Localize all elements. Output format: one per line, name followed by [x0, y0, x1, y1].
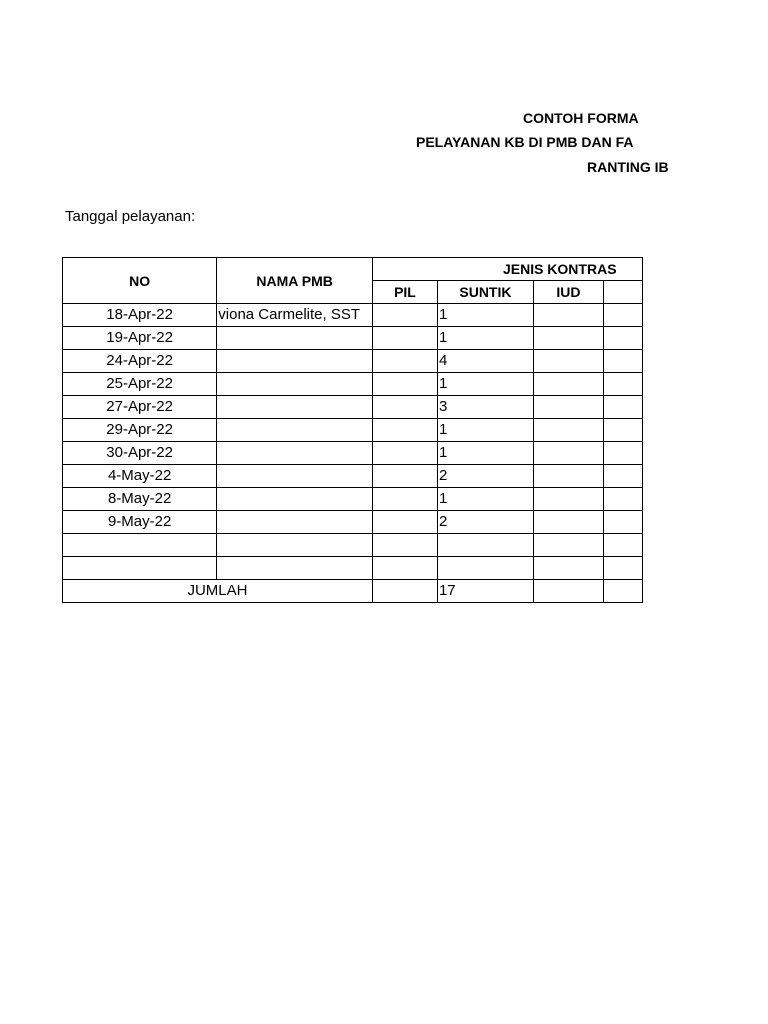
header-iud: IUD: [533, 281, 603, 304]
row-date-cell: 18-Apr-22: [63, 304, 217, 327]
row-nama-cell: [217, 511, 373, 534]
row-cut-cell: [603, 396, 642, 419]
row-cut-cell: [603, 419, 642, 442]
row-pil-cell: [372, 557, 437, 580]
row-pil-cell: [372, 350, 437, 373]
table-row: [63, 442, 643, 465]
row-pil-cell: [372, 373, 437, 396]
row-suntik-cell: 1: [437, 373, 533, 396]
table-row: [63, 350, 643, 373]
row-iud-cell: [533, 488, 603, 511]
row-pil-cell: [372, 465, 437, 488]
row-date-cell: 30-Apr-22: [63, 442, 217, 465]
row-date-cell: 29-Apr-22: [63, 419, 217, 442]
row-iud-cell: [533, 396, 603, 419]
table-row: [63, 511, 643, 534]
header-jenis-kontrasepsi: JENIS KONTRAS: [372, 258, 642, 281]
row-suntik-cell: [437, 557, 533, 580]
row-date-cell: [63, 534, 217, 557]
row-iud-cell: [533, 350, 603, 373]
row-iud-cell: [533, 465, 603, 488]
row-pil-cell: [372, 442, 437, 465]
row-date-cell: 27-Apr-22: [63, 396, 217, 419]
total-suntik: 17: [437, 580, 533, 603]
table-row: [63, 488, 643, 511]
service-date-label: Tanggal pelayanan:: [65, 208, 196, 225]
row-nama-cell: [217, 327, 373, 350]
header-no: NO: [63, 258, 217, 304]
row-cut-cell: [603, 488, 642, 511]
row-nama-cell: [217, 465, 373, 488]
row-iud-cell: [533, 557, 603, 580]
row-pil-cell: [372, 511, 437, 534]
table-row: [63, 304, 643, 327]
total-cut: [603, 580, 642, 603]
row-suntik-cell: 1: [437, 327, 533, 350]
header-cell-cut: [603, 281, 642, 304]
header-suntik: SUNTIK: [437, 281, 533, 304]
row-cut-cell: [603, 304, 642, 327]
row-date-cell: 25-Apr-22: [63, 373, 217, 396]
row-suntik-cell: 4: [437, 350, 533, 373]
table-row: [63, 557, 643, 580]
row-pil-cell: [372, 304, 437, 327]
row-pil-cell: [372, 327, 437, 350]
row-cut-cell: [603, 373, 642, 396]
table-row: [63, 396, 643, 419]
title-line-3: RANTING IB: [587, 159, 669, 175]
row-date-cell: 9-May-22: [63, 511, 217, 534]
total-pil: [372, 580, 437, 603]
row-cut-cell: [603, 442, 642, 465]
row-cut-cell: [603, 557, 642, 580]
row-iud-cell: [533, 327, 603, 350]
total-iud: [533, 580, 603, 603]
row-nama-cell: [217, 350, 373, 373]
row-pil-cell: [372, 396, 437, 419]
row-date-cell: 19-Apr-22: [63, 327, 217, 350]
row-cut-cell: [603, 350, 642, 373]
table-row: [63, 465, 643, 488]
row-suntik-cell: 1: [437, 304, 533, 327]
header-pil: PIL: [372, 281, 437, 304]
header-nama-pmb: NAMA PMB: [217, 258, 373, 304]
row-nama-cell: [217, 442, 373, 465]
table-row: [63, 534, 643, 557]
title-line-1: CONTOH FORMA: [523, 110, 639, 126]
row-cut-cell: [603, 327, 642, 350]
row-date-cell: 4-May-22: [63, 465, 217, 488]
total-row: [63, 580, 643, 603]
row-cut-cell: [603, 465, 642, 488]
total-label: JUMLAH: [63, 580, 373, 603]
row-suntik-cell: 2: [437, 511, 533, 534]
row-suntik-cell: [437, 534, 533, 557]
row-date-cell: 24-Apr-22: [63, 350, 217, 373]
row-suntik-cell: 1: [437, 442, 533, 465]
row-nama-cell: [217, 488, 373, 511]
row-iud-cell: [533, 511, 603, 534]
row-nama-cell: viona Carmelite, SST: [217, 304, 373, 327]
row-suntik-cell: 1: [437, 488, 533, 511]
row-suntik-cell: 2: [437, 465, 533, 488]
row-cut-cell: [603, 534, 642, 557]
row-iud-cell: [533, 534, 603, 557]
row-nama-cell: [217, 419, 373, 442]
row-pil-cell: [372, 419, 437, 442]
row-nama-cell: [217, 557, 373, 580]
table-row: [63, 327, 643, 350]
row-pil-cell: [372, 488, 437, 511]
row-pil-cell: [372, 534, 437, 557]
row-cut-cell: [603, 511, 642, 534]
row-date-cell: [63, 557, 217, 580]
row-nama-cell: [217, 396, 373, 419]
row-suntik-cell: 1: [437, 419, 533, 442]
row-suntik-cell: 3: [437, 396, 533, 419]
table-row: [63, 419, 643, 442]
table-row: [63, 373, 643, 396]
row-nama-cell: [217, 373, 373, 396]
title-line-2: PELAYANAN KB DI PMB DAN FA: [416, 134, 634, 150]
row-iud-cell: [533, 304, 603, 327]
row-iud-cell: [533, 419, 603, 442]
contraception-table: [62, 257, 643, 603]
row-iud-cell: [533, 373, 603, 396]
row-date-cell: 8-May-22: [63, 488, 217, 511]
row-iud-cell: [533, 442, 603, 465]
row-nama-cell: [217, 534, 373, 557]
